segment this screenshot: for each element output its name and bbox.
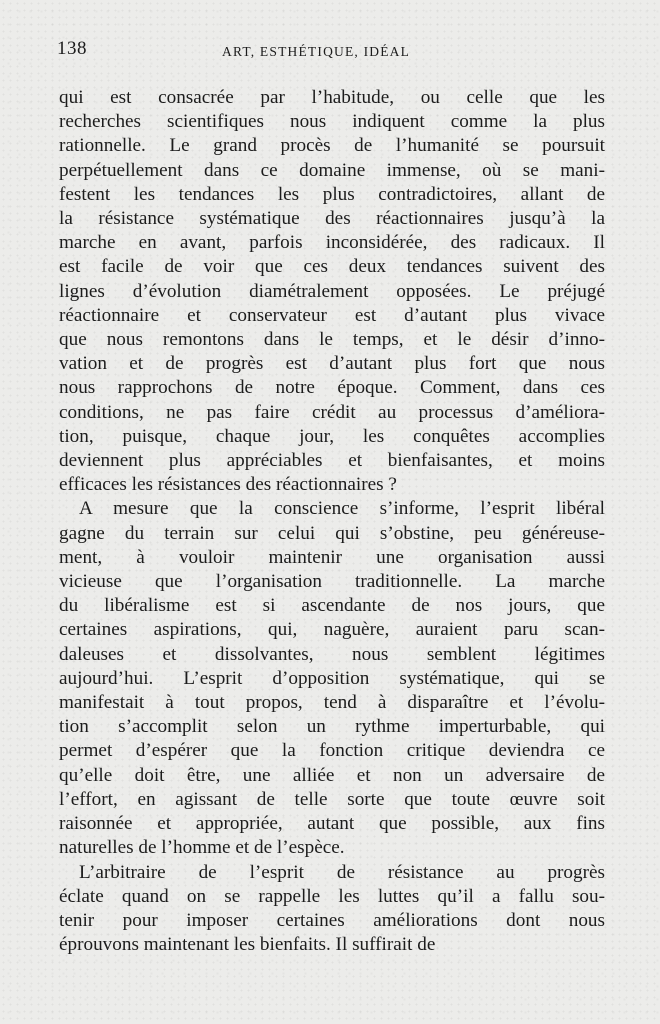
- text-line: du libéralisme est si ascendante de nos jours, que: [59, 595, 605, 617]
- text-line: naturelles de l’homme et de l’espèce.: [59, 837, 345, 859]
- text-line: festent les tendances les plus contradictoires, allant de: [59, 183, 605, 205]
- text-line: vicieuse que l’organisation traditionnelle. La marche: [59, 571, 605, 593]
- text-line: qu’elle doit être, une alliée et non un adversaire de: [59, 764, 605, 786]
- text-line: certaines aspirations, qui, naguère, auraient paru scan-: [59, 619, 605, 641]
- text-line: A mesure que la conscience s’informe, l’esprit libéral: [79, 498, 605, 520]
- text-line: l’effort, en agissant de telle sorte que toute œuvre soit: [59, 788, 605, 810]
- text-line: tion, puisque, chaque jour, les conquêtes accomplies: [59, 425, 605, 447]
- text-line: daleuses et dissolvantes, nous semblent légitimes: [59, 643, 605, 665]
- text-line: perpétuellement dans ce domaine immense, où se mani-: [59, 159, 605, 181]
- paragraph: [59, 86, 605, 497]
- text-line: vation et de progrès est d’autant plus fort que nous: [59, 353, 605, 375]
- text-line: que nous remontons dans le temps, et le désir d’inno-: [59, 329, 605, 351]
- text-line: est facile de voir que ces deux tendances suivent des: [59, 256, 605, 278]
- text-line: ment, à vouloir maintenir une organisation aussi: [59, 546, 605, 568]
- text-line: réactionnaire et conservateur est d’autant plus vivace: [59, 304, 605, 326]
- text-line: conditions, ne pas faire crédit au processus d’améliora-: [59, 401, 605, 423]
- text-line: deviennent plus appréciables et bienfaisantes, et moins: [59, 450, 605, 472]
- paragraph: [59, 861, 605, 958]
- text-line: marche en avant, parfois inconsidérée, des radicaux. Il: [59, 232, 605, 254]
- text-line: L’arbitraire de l’esprit de résistance au progrès: [79, 861, 605, 883]
- text-line: tion s’accomplit selon un rythme imperturbable, qui: [59, 716, 605, 738]
- text-line: nous rapprochons de notre époque. Comment, dans ces: [59, 377, 605, 399]
- running-head: [57, 38, 607, 66]
- text-line: lignes d’évolution diamétralement opposées. Le préjugé: [59, 280, 605, 302]
- text-line: aujourd’hui. L’esprit d’opposition systématique, qui se: [59, 667, 605, 689]
- text-line: manifestait à tout propos, tend à disparaître et l’évolu-: [59, 692, 605, 714]
- text-line: raisonnée et appropriée, autant que possible, aux fins: [59, 813, 605, 835]
- text-line: tenir pour imposer certaines améliorations dont nous: [59, 909, 605, 931]
- text-line: gagne du terrain sur celui qui s’obstine, peu généreuse-: [59, 522, 605, 544]
- text-line: permet d’espérer que la fonction critique deviendra ce: [59, 740, 605, 762]
- text-line: la résistance systématique des réactionnaires jusqu’à la: [59, 208, 605, 230]
- text-line: efficaces les résistances des réactionnaires ?: [59, 474, 397, 496]
- text-line: qui est consacrée par l’habitude, ou celle que les: [59, 87, 605, 108]
- text-line: recherches scientifiques nous indiquent comme la plus: [59, 111, 605, 133]
- body-text: [59, 86, 605, 957]
- running-title: ART, ESTHÉTIQUE, IDÉAL: [222, 44, 411, 59]
- paragraph: [59, 497, 605, 860]
- text-line: éprouvons maintenant les bienfaits. Il suffirait de: [59, 934, 436, 956]
- text-line: éclate quand on se rappelle les luttes qu’il a fallu sou-: [59, 885, 605, 907]
- text-line: rationnelle. Le grand procès de l’humanité se poursuit: [59, 135, 605, 157]
- page-number: 138: [57, 38, 87, 59]
